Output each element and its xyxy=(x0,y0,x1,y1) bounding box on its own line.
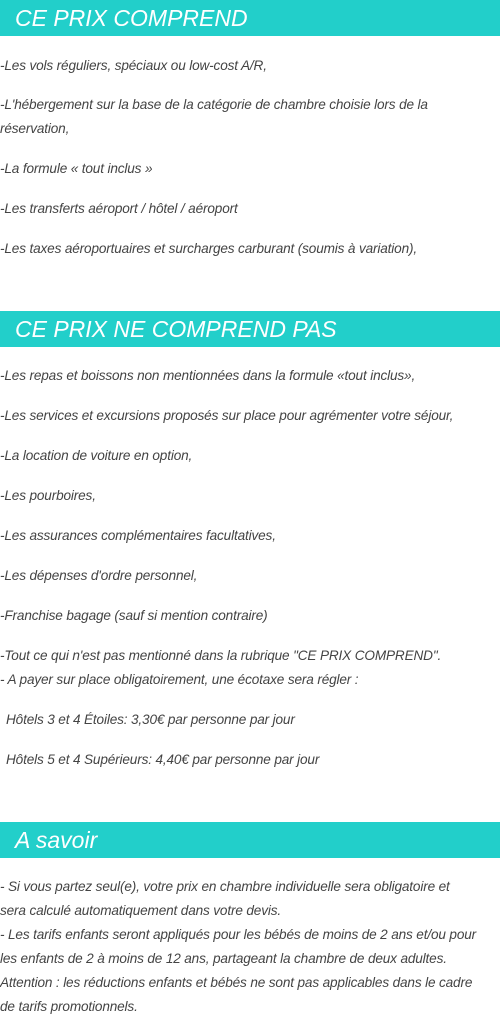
includes-item: -La formule « tout inclus » xyxy=(0,161,153,176)
excludes-item: -Les dépenses d'ordre personnel, xyxy=(0,568,198,583)
includes-heading: CE PRIX COMPREND xyxy=(0,0,500,36)
excludes-item: -Les repas et boissons non mentionnées dans la formule «tout inclus», xyxy=(0,368,416,383)
includes-item: -L'hébergement sur la base de la catégorie de chambre choisie lors de la xyxy=(0,97,428,112)
excludes-heading: CE PRIX NE COMPREND PAS xyxy=(0,311,500,347)
info-line: Attention : les réductions enfants et bébés ne sont pas applicables dans le cadre xyxy=(0,975,473,990)
excludes-item: -Les pourboires, xyxy=(0,488,96,503)
ecotax-rate: Hôtels 5 et 4 Supérieurs: 4,40€ par personne par jour xyxy=(6,752,320,767)
excludes-item: -Franchise bagage (sauf si mention contraire) xyxy=(0,608,268,623)
includes-item: -Les transferts aéroport / hôtel / aéroport xyxy=(0,201,238,216)
info-line: sera calculé automatiquement dans votre devis. xyxy=(0,903,281,918)
info-line: - Les tarifs enfants seront appliqués pour les bébés de moins de 2 ans et/ou pour xyxy=(0,927,477,942)
info-line: les enfants de 2 à moins de 12 ans, partageant la chambre de deux adultes. xyxy=(0,951,447,966)
excludes-item: -Les assurances complémentaires facultatives, xyxy=(0,528,276,543)
info-line: - Si vous partez seul(e), votre prix en chambre individuelle sera obligatoire et xyxy=(0,879,450,894)
info-heading: A savoir xyxy=(0,822,500,858)
excludes-item: -Les services et excursions proposés sur place pour agrémenter votre séjour, xyxy=(0,408,454,423)
info-line: de tarifs promotionnels. xyxy=(0,999,138,1014)
ecotax-note: - A payer sur place obligatoirement, une écotaxe sera régler : xyxy=(0,672,359,687)
includes-item: réservation, xyxy=(0,121,70,136)
excludes-item: -Tout ce qui n'est pas mentionné dans la rubrique "CE PRIX COMPREND". xyxy=(0,648,442,663)
includes-item: -Les vols réguliers, spéciaux ou low-cost A/R, xyxy=(0,58,267,73)
includes-item: -Les taxes aéroportuaires et surcharges carburant (soumis à variation), xyxy=(0,241,417,256)
excludes-item: -La location de voiture en option, xyxy=(0,448,193,463)
ecotax-rate: Hôtels 3 et 4 Étoiles: 3,30€ par personne par jour xyxy=(6,712,295,727)
